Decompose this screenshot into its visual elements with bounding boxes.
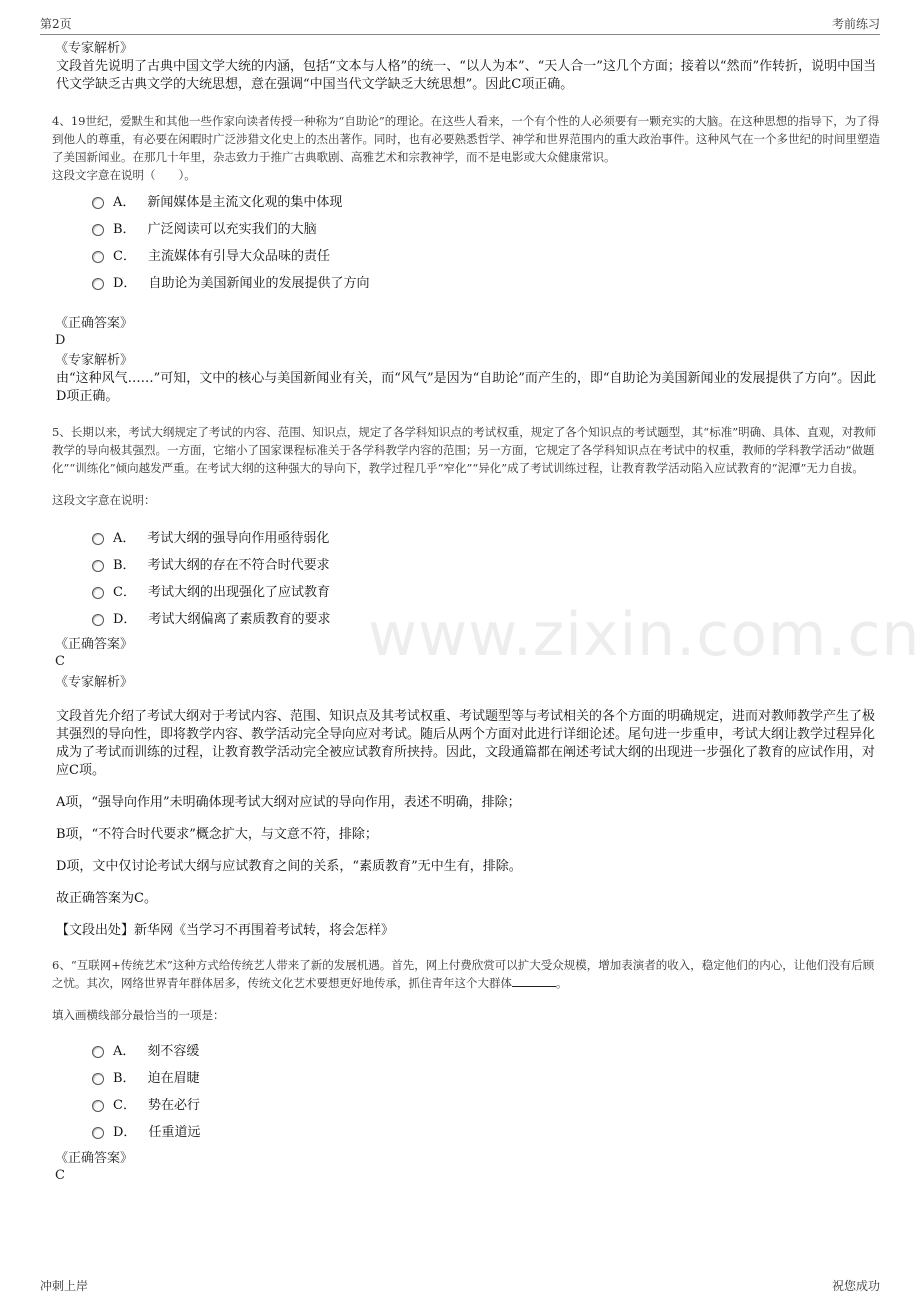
page-number: 第2页 [40, 16, 72, 31]
question-prompt: 填入画横线部分最恰当的一项是： [52, 1008, 225, 1022]
option-c[interactable]: C． 势在必行 [92, 1090, 880, 1117]
analysis-text: 由“这种风气……”可知，文中的核心与美国新闻业有关，而“风气”是因为“自助论”而产生的，即“自助论为美国新闻业的发展提供了方向”。因此D项正确。 [56, 371, 877, 404]
analysis-paragraph: 故正确答案为C。 [56, 891, 157, 906]
analysis-paragraph: D项，文中仅讨论考试大纲与应试教育之间的关系，“素质教育”无中生有，排除。 [56, 859, 522, 874]
question-5 [52, 423, 880, 940]
option-d[interactable]: D． 考试大纲偏离了素质教育的要求 [92, 604, 880, 631]
answer-label: 《正确答案》 [55, 637, 134, 652]
answer-value: C [55, 654, 65, 669]
analysis-paragraph: 文段首先介绍了考试大纲对于考试内容、范围、知识点及其考试权重、考试题型等与考试相关的各个方面的明确规定，进而对教师教学产生了极其强烈的导向性，即将教学内容、教学活动完全导向应对考试。随后从两个方面对此进行详细论述。尾句进一步重申，考试大纲让教学过程异化成为了考试而训练的过程，让教育教学活动完全被应试教育所挟持。因此，文段通篇都在阐述考试大纲的出现进一步强化了教育的应试作用，对应C项。 [56, 709, 876, 778]
document-content [52, 40, 880, 1184]
option-b[interactable]: B． 迫在眉睫 [92, 1063, 880, 1090]
option-d[interactable]: D． 任重道远 [92, 1117, 880, 1144]
radio-icon[interactable] [92, 560, 104, 572]
radio-icon[interactable] [92, 1073, 104, 1085]
fill-blank [512, 974, 556, 987]
option-list [92, 187, 880, 295]
option-a[interactable]: A． 刻不容缓 [92, 1036, 880, 1063]
source-citation: 【文段出处】新华网《当学习不再围着考试转，将会怎样》 [56, 923, 395, 938]
footer-right: 祝您成功 [831, 1278, 880, 1293]
question-text: 4、19世纪，爱默生和其他一些作家向读者传授一种称为“自助论”的理论。在这些人看来，一个有个性的人必须要有一颗充实的大脑。在这种思想的指导下，为了得到他人的尊重，有必要在闲暇时广泛涉猎文化史上的杰出著作。同时，也有必要熟悉哲学、神学和世界范围内的重大政治事件。这种风气在一个多世纪的时间里塑造了美国新闻业。在那几十年里，杂志致力于推广古典歌剧、高雅艺术和宗教神学，而不是电影或大众健康常识。 [52, 114, 880, 164]
analysis-paragraph: A项，“强导向作用”未明确体现考试大纲对应试的导向作用，表述不明确，排除； [56, 795, 521, 810]
radio-icon[interactable] [92, 251, 104, 263]
top-analysis-section [52, 40, 880, 94]
option-a[interactable]: A． 新闻媒体是主流文化观的集中体现 [92, 187, 880, 214]
page-footer [40, 1274, 880, 1296]
watermark: www.zixin.com.cn [368, 600, 920, 670]
analysis-text: 文段首先说明了古典中国文学大统的内涵，包括“文本与人格”的统一、“以人为本”、“天人合一”这几个方面；接着以“然而”作转折，说明中国当代文学缺乏古典文学的大统思想，意在强调“中国当代文学缺乏大统思想”。因此C项正确。 [56, 59, 877, 92]
page-header [40, 12, 880, 35]
radio-icon[interactable] [92, 587, 104, 599]
question-text: 6、“互联网+传统艺术”这种方式给传统艺人带来了新的发展机遇。首先，网上付费欣赏可以扩大受众规模，增加表演者的收入，稳定他们的内心，让他们没有后顾之忧。其次，网络世界青年群体居多，传统文化艺术要想更好地传承，抓住青年这个大群体 。 [52, 958, 875, 990]
question-6 [52, 956, 880, 1184]
radio-icon[interactable] [92, 1100, 104, 1112]
answer-label: 《正确答案》 [55, 1151, 134, 1166]
question-prompt: 这段文字意在说明： [52, 493, 156, 507]
radio-icon[interactable] [92, 224, 104, 236]
question-text: 5、长期以来，考试大纲规定了考试的内容、范围、知识点，规定了各学科知识点的考试权重，规定了各个知识点的考试题型，其“标准”明确、具体、直观，对教师教学的导向极其强烈。一方面，它缩小了国家课程标准关于各学科教学内容的范围；另一方面，它规定了各学科知识点在考试中的权重，教师的学科教学活动“做题化”“训练化”倾向越发严重。在考试大纲的这种强大的导向下，教学过程几乎“窄化”“异化”成了考试训练过程，让教育教学活动陷入应试教育的“泥潭”无力自拔。 [52, 425, 877, 475]
option-list [92, 523, 880, 631]
radio-icon[interactable] [92, 1127, 104, 1139]
radio-icon[interactable] [92, 533, 104, 545]
answer-value: C [55, 1168, 65, 1183]
option-c[interactable]: C． 考试大纲的出现强化了应试教育 [92, 577, 880, 604]
option-c[interactable]: C． 主流媒体有引导大众品味的责任 [92, 241, 880, 268]
option-b[interactable]: B． 考试大纲的存在不符合时代要求 [92, 550, 880, 577]
analysis-label: 《专家解析》 [55, 41, 134, 56]
question-prompt: 这段文字意在说明（ ）。 [52, 168, 196, 182]
radio-icon[interactable] [92, 278, 104, 290]
footer-left: 冲刺上岸 [40, 1278, 89, 1293]
analysis-label: 《专家解析》 [55, 353, 134, 368]
question-4 [52, 112, 880, 406]
answer-label: 《正确答案》 [55, 316, 134, 331]
option-a[interactable]: A． 考试大纲的强导向作用亟待弱化 [92, 523, 880, 550]
option-d[interactable]: D． 自助论为美国新闻业的发展提供了方向 [92, 268, 880, 295]
radio-icon[interactable] [92, 1046, 104, 1058]
radio-icon[interactable] [92, 197, 104, 209]
option-list [92, 1036, 880, 1144]
option-b[interactable]: B． 广泛阅读可以充实我们的大脑 [92, 214, 880, 241]
radio-icon[interactable] [92, 614, 104, 626]
header-title: 考前练习 [831, 16, 880, 31]
analysis-paragraph: B项，“不符合时代要求”概念扩大，与文意不符，排除； [56, 827, 378, 842]
analysis-label: 《专家解析》 [55, 675, 134, 690]
answer-value: D [55, 333, 66, 348]
